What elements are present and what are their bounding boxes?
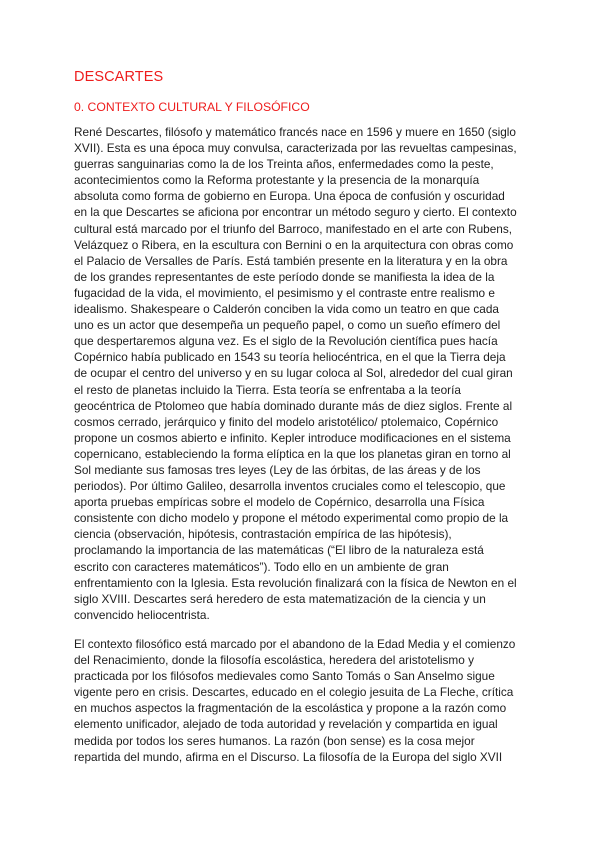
text-line: uno es un actor que desempeña un pequeño papel, o como un sueño efímero del [74,318,501,333]
text-line: medida por todos los seres humanos. La razón (bon sense) es la cosa mejor [74,733,475,748]
text-line: Copérnico había publicado en 1543 su teoría heliocéntrica, en el que la Tierra deja [74,350,506,365]
text-line: copernicano, estableciendo la forma elíptica en la que los planetas giran en torno al [74,446,511,461]
paragraph-philosophical-context [74,636,534,765]
text-line: en muchos aspectos la fragmentación de la escolástica y propone a la razón como [74,701,507,716]
text-line: vigente pero en crisis. Descartes, educado en el colegio jesuita de La Fleche, crítica [74,685,514,700]
text-line: acontecimientos como la Reforma protestante y la presencia de la monarquía [74,173,480,188]
text-line: periodos). Por último Galileo, desarrolla inventos cruciales como el telescopio, que [74,479,506,494]
text-line: absoluta como forma de gobierno en Europa. Una época de confusión y oscuridad [74,189,505,204]
text-line: practicada por los filósofos medievales como Santo Tomás o San Anselmo sigue [74,669,495,684]
text-line: del Renacimiento, donde la filosofía escolástica, heredera del aristotelismo y [74,653,474,668]
text-line: geocéntrica de Ptolomeo que había dominado durante más de diez siglos. Frente al [74,398,513,413]
text-line: el Palacio de Versalles de París. Está también presente en la literatura y en la obra [74,253,508,268]
text-line: enfrentamiento con la Iglesia. Esta revolución finalizará con la física de Newton en el [74,575,517,590]
text-line: XVII). Esta es una época muy convulsa, caracterizada por las revueltas campesinas, [74,141,517,156]
text-line: convencido heliocentrista. [74,607,210,622]
text-line: elemento unificador, alejado de toda autoridad y revelación y compartida en igual [74,717,498,732]
text-line: cultural está marcado por el triunfo del Barroco, manifestado en el arte con Rubens, [74,221,513,236]
paragraph-cultural-context [74,124,534,623]
text-line: fugacidad de la vida, el movimiento, el pesimismo y el contraste entre realismo e [74,285,495,300]
document-title: DESCARTES [74,69,164,85]
text-line: proclamando la importancia de las matemáticas (“El libro de la naturaleza está [74,543,484,558]
text-line: Velázquez o Ribera, en la escultura con Bernini o en la arquitectura con obras como [74,237,514,252]
section-heading: 0. CONTEXTO CULTURAL Y FILOSÓFICO [74,100,310,114]
text-line: de ocupar el centro del universo y en su lugar coloca al Sol, alrededor del cual giran [74,366,513,381]
text-line: Sol mediante sus famosas tres leyes (Ley de las órbitas, de las áreas y de los [74,462,481,477]
text-line: escrito con caracteres matemáticos”). Todo ello en un ambiente de gran [74,559,449,574]
text-line: repartida del mundo, afirma en el Discurso. La filosofía de la Europa del siglo XVII [74,749,503,764]
text-line: propone un cosmos abierto e infinito. Kepler introduce modificaciones en el sistema [74,430,511,445]
text-line: aporta pruebas empíricas sobre el modelo de Copérnico, desarrolla una Física [74,495,485,510]
text-line: El contexto filosófico está marcado por el abandono de la Edad Media y el comienzo [74,637,516,651]
text-line: cosmos cerrado, jerárquico y finito del modelo aristotélico/ ptolemaico, Copérnico [74,414,499,429]
text-line: René Descartes, filósofo y matemático francés nace en 1596 y muere en 1650 (siglo [74,125,516,139]
text-line: siglo XVIII. Descartes será heredero de esta matematización de la ciencia y un [74,591,486,606]
text-line: en la que Descartes se aficiona por encontrar un método seguro y cierto. El contexto [74,205,517,220]
text-line: consistente con dicho modelo y propone el método experimental como propio de la [74,511,509,526]
text-line: idealismo. Shakespeare o Calderón conciben la vida como un teatro en que cada [74,302,499,317]
text-line: ciencia (observación, hipótesis, contrastación empírica de las hipótesis), [74,527,452,542]
text-line: de los grandes representantes de este período donde se manifiesta la idea de la [74,269,495,284]
text-line: el resto de planetas incluido la Tierra. Esta teoría se enfrentaba a la teoría [74,382,461,397]
text-line: guerras sanguinarias como la de los Treinta años, enfermedades como la peste, [74,157,494,172]
text-line: que despertaremos alguna vez. Es el siglo de la Revolución científica pues hacía [74,334,498,349]
